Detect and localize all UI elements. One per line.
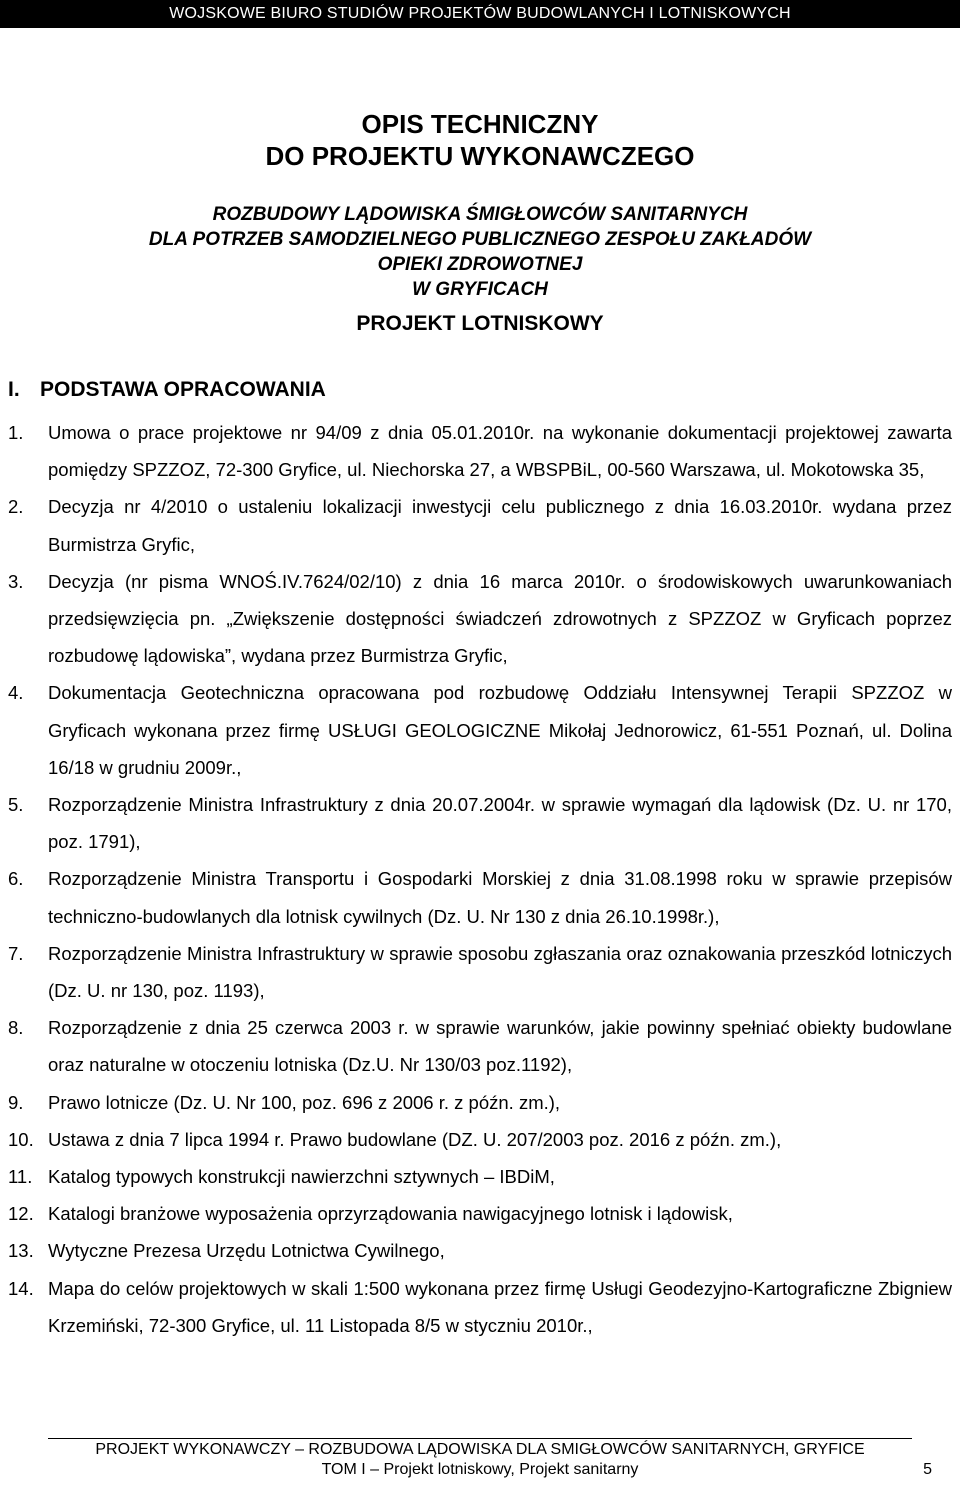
footer-volume-line	[0, 1460, 960, 1480]
list-item-number: 4.	[8, 682, 24, 704]
list-item-number: 3.	[8, 570, 24, 592]
list-item-number: 13.	[8, 1240, 34, 1262]
list-item	[8, 1009, 952, 1083]
page-footer	[0, 1440, 960, 1480]
list-item	[8, 674, 952, 786]
list-item-text: Prawo lotnicze (Dz. U. Nr 100, poz. 696 z 2006 r. z późn. zm.),	[48, 1091, 561, 1113]
footer-project-line: PROJEKT WYKONAWCZY – ROZBUDOWA LĄDOWISKA DLA SMIGŁOWCÓW SANITARNYCH, GRYFICE	[95, 1441, 865, 1458]
list-item	[8, 860, 952, 934]
list-item	[8, 1084, 952, 1121]
list-item-text: Rozporządzenie Ministra Infrastruktury z dnia 20.07.2004r. w sprawie wymagań dla lądowisk (Dz. U. nr 170, poz. 1791),	[48, 794, 952, 853]
section-title: PODSTAWA OPRACOWANIA	[40, 378, 326, 401]
list-item-number: 8.	[8, 1017, 24, 1039]
page-number: 5	[923, 1461, 932, 1478]
list-item-number: 12.	[8, 1203, 34, 1225]
list-item	[8, 935, 952, 1009]
list-item	[8, 1195, 952, 1232]
list-item-number: 1.	[8, 422, 24, 443]
list-item-text: Katalogi branżowe wyposażenia oprzyrządowania nawigacyjnego lotnisk i lądowisk,	[48, 1203, 733, 1225]
list-item-text: Dokumentacja Geotechniczna opracowana pod rozbudowę Oddziału Intensywnej Terapii SPZZOZ w Gryficach wykonana przez firmę USŁUGI GEOLOGICZNE Mikołaj Jednorowicz, 61-551 Poznań, ul. Dolina 16/18 w grudniu 2009r.,	[48, 682, 952, 778]
list-item-number: 6.	[8, 868, 24, 890]
project-subtitle-line-2: DLA POTRZEB SAMODZIELNEGO PUBLICZNEGO ZESPOŁU ZAKŁADÓW	[148, 229, 812, 250]
list-item-text: Rozporządzenie Ministra Infrastruktury w sprawie sposobu zgłaszania oraz oznakowania przeszkód lotniczych (Dz. U. nr 130, poz. 1193),	[48, 942, 952, 1002]
list-item-text: Decyzja nr 4/2010 o ustaleniu lokalizacji inwestycji celu publicznego z dnia 16.03.2010r. wydana przez Burmistrza Gryfic,	[48, 496, 952, 555]
footer-volume-text: TOM I – Projekt lotniskowy, Projekt sanitarny	[321, 1461, 639, 1478]
list-item-text: Mapa do celów projektowych w skali 1:500 wykonana przez firmę Usługi Geodezyjno-Kartograficzne Zbigniew Krzemiński, 72-300 Gryfice, ul. 11 Listopada 8/5 w styczniu 2010r.,	[48, 1277, 952, 1336]
project-subtitle-line-1: ROZBUDOWY LĄDOWISKA ŚMIGŁOWCÓW SANITARNYCH	[212, 204, 748, 225]
list-item-number: 10.	[8, 1128, 34, 1150]
list-item-number: 14.	[8, 1277, 34, 1299]
list-item-number: 9.	[8, 1091, 24, 1113]
document-title-line-1: OPIS TECHNICZNY	[361, 109, 599, 139]
footer-divider	[48, 1438, 912, 1439]
list-item-text: Umowa o prace projektowe nr 94/09 z dnia 05.01.2010r. na wykonanie dokumentacji projektowej zawarta pomiędzy SPZZOZ, 72-300 Gryfice, ul. Niechorska 27, a WBSPBiL, 00-560 Warszawa, ul. Mokotowska 35,	[48, 422, 952, 481]
list-item-text: Ustawa z dnia 7 lipca 1994 r. Prawo budowlane (DZ. U. 207/2003 poz. 2016 z późn. zm.),	[48, 1128, 782, 1150]
list-item	[8, 414, 952, 488]
list-item-text: Rozporządzenie z dnia 25 czerwca 2003 r. w sprawie warunków, jakie powinny spełniać obiekty budowlane oraz naturalne w otoczeniu lotniska (Dz.U. Nr 130/03 poz.1192),	[48, 1017, 952, 1076]
list-item	[8, 1270, 952, 1344]
list-item	[8, 786, 952, 860]
project-type-label: PROJEKT LOTNISKOWY	[356, 312, 604, 335]
list-item-text: Decyzja (nr pisma WNOŚ.IV.7624/02/10) z dnia 16 marca 2010r. o środowiskowych uwarunkowaniach przedsięwzięcia pn. „Zwiększenie dostępności świadczeń zdrowotnych z SPZZOZ w Gryficach poprzez rozbudowę lądowiska”, wydana przez Burmistrza Gryfic,	[48, 570, 952, 667]
document-title-line-2: DO PROJEKTU WYKONAWCZEGO	[265, 141, 695, 171]
project-subtitle-line-4: W GRYFICACH	[412, 279, 548, 300]
list-item-number: 7.	[8, 942, 24, 964]
list-item-text: Wytyczne Prezesa Urzędu Lotnictwa Cywilnego,	[48, 1240, 445, 1262]
list-item	[8, 1158, 952, 1195]
list-item-number: 5.	[8, 794, 24, 816]
list-item-text: Katalog typowych konstrukcji nawierzchni sztywnych – IBDiM,	[48, 1166, 555, 1188]
project-subtitle-line-3: OPIEKI ZDROWOTNEJ	[377, 254, 583, 275]
section-heading	[8, 376, 326, 404]
list-item	[8, 488, 952, 562]
list-item-text: Rozporządzenie Ministra Transportu i Gospodarki Morskiej z dnia 31.08.1998 roku w sprawie przepisów techniczno-budowlanych dla lotnisk cywilnych (Dz. U. Nr 130 z dnia 26.10.1998r.),	[48, 868, 952, 927]
list-item	[8, 1232, 952, 1269]
list-item	[8, 1121, 952, 1158]
list-item-number: 11.	[8, 1166, 33, 1188]
list-item-number: 2.	[8, 496, 24, 518]
list-item	[8, 563, 952, 675]
section-number: I.	[8, 378, 20, 401]
reference-list	[0, 414, 960, 1344]
page-header: WOJSKOWE BIURO STUDIÓW PROJEKTÓW BUDOWLANYCH I LOTNISKOWYCH	[0, 0, 960, 28]
